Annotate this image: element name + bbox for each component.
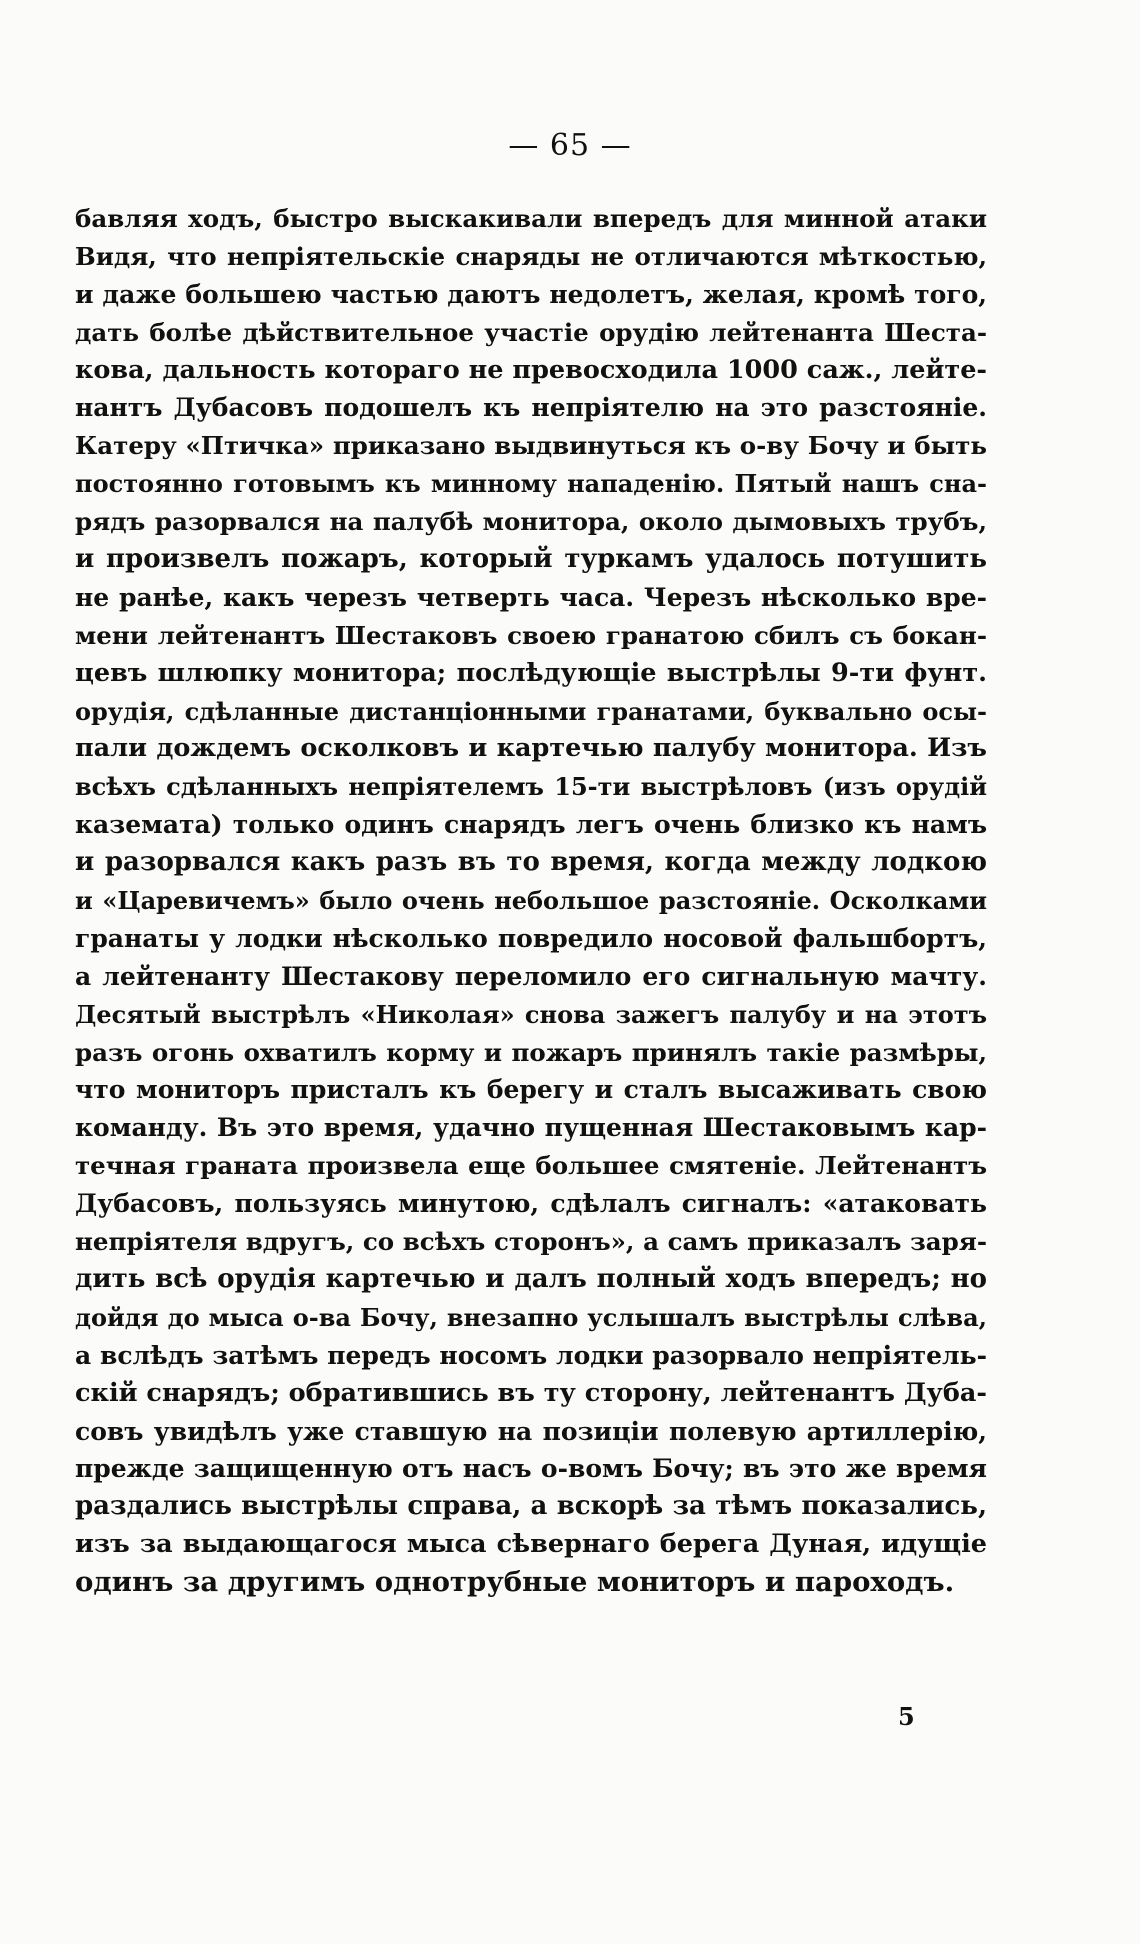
- text-line: скій снарядъ; обратившись въ ту сторону, лейтенантъ Дуба-: [75, 1377, 987, 1408]
- text-line: и даже большею частью даютъ недолетъ, желая, кромѣ того,: [75, 279, 987, 309]
- text-line: дать болѣе дѣйствительное участіе орудію лейтенанта Шеста-: [75, 317, 987, 347]
- text-line: разъ огонь охватилъ корму и пожаръ принялъ такіе размѣры,: [75, 1037, 987, 1067]
- text-line: постоянно готовымъ къ минному нападенію. Пятый нашъ сна-: [75, 469, 987, 499]
- text-line: цевъ шлюпку монитора; послѣдующіе выстрѣлы 9-ти фунт.: [75, 657, 987, 688]
- text-line: течная граната произвела еще большее смятеніе. Лейтенантъ: [75, 1151, 987, 1181]
- text-line: орудія, сдѣланные дистанціонными гранатами, буквально осы-: [75, 696, 987, 726]
- text-line: Десятый выстрѣлъ «Николая» снова зажегъ палубу и на этотъ: [75, 999, 987, 1029]
- text-line: Дубасовъ, пользуясь минутою, сдѣлалъ сигналъ: «атаковать: [75, 1189, 987, 1219]
- signature-mark: 5: [898, 1702, 915, 1731]
- text-line: не ранѣе, какъ черезъ четверть часа. Черезъ нѣсколько вре-: [75, 582, 987, 612]
- text-line: а вслѣдъ затѣмъ передъ носомъ лодки разорвало непріятель-: [75, 1340, 987, 1370]
- text-line: Катеру «Птичка» приказано выдвинуться къ о-ву Бочу и быть: [75, 431, 987, 461]
- text-line: и «Царевичемъ» было очень небольшое разстояніе. Осколками: [75, 886, 987, 916]
- text-line: пали дождемъ осколковъ и картечью палубу монитора. Изъ: [75, 733, 987, 764]
- text-line: Видя, что непріятельскіе снаряды не отличаются мѣткостью,: [75, 241, 987, 271]
- text-line: гранаты у лодки нѣсколько повредило носовой фальшбортъ,: [75, 923, 987, 953]
- text-line: дить всѣ орудія картечью и далъ полный ходъ впередъ; но: [75, 1263, 987, 1294]
- text-line: бавляя ходъ, быстро выскакивали впередъ для минной атаки: [75, 204, 987, 233]
- text-line: рядъ разорвался на палубѣ монитора, около дымовыхъ трубъ,: [75, 507, 987, 537]
- page-number: — 65 —: [508, 128, 632, 163]
- text-line: изъ за выдающагося мыса сѣвернаго берега Дуная, идущіе: [75, 1529, 987, 1560]
- text-line: нантъ Дубасовъ подошелъ къ непріятелю на это разстояніе.: [75, 393, 987, 423]
- text-line: и разорвался какъ разъ въ то время, когда между лодкою: [75, 847, 987, 878]
- text-line: совъ увидѣлъ уже ставшую на позиціи полевую артиллерію,: [75, 1416, 987, 1446]
- text-line: прежде защищенную отъ насъ о-вомъ Бочу; въ это же время: [75, 1454, 987, 1484]
- text-line: а лейтенанту Шестакову переломило его сигнальную мачту.: [75, 961, 987, 991]
- body-text: [75, 200, 987, 1602]
- text-line: всѣхъ сдѣланныхъ непріятелемъ 15-ти выстрѣловъ (изъ орудій: [75, 772, 987, 802]
- text-line: непріятеля вдругъ, со всѣхъ сторонъ», а самъ приказалъ заря-: [75, 1227, 987, 1257]
- text-line: команду. Въ это время, удачно пущенная Шестаковымъ кар-: [75, 1113, 987, 1143]
- text-line: одинъ за другимъ однотрубные мониторъ и пароходъ.: [75, 1566, 955, 1599]
- text-line: мени лейтенантъ Шестаковъ своею гранатою сбилъ съ бокан-: [75, 620, 987, 650]
- text-line: дойдя до мыса о-ва Бочу, внезапно услышалъ выстрѣлы слѣва,: [75, 1302, 987, 1332]
- text-line: что мониторъ присталъ къ берегу и сталъ высаживать свою: [75, 1075, 987, 1105]
- text-line: раздались выстрѣлы справа, а вскорѣ за тѣмъ показались,: [75, 1491, 987, 1522]
- text-line: каземата) только одинъ снарядъ легъ очень близко къ намъ: [75, 810, 987, 840]
- text-line: и произвелъ пожаръ, который туркамъ удалось потушить: [75, 544, 987, 575]
- text-line: кова, дальность котораго не превосходила 1000 саж., лейте-: [75, 354, 987, 385]
